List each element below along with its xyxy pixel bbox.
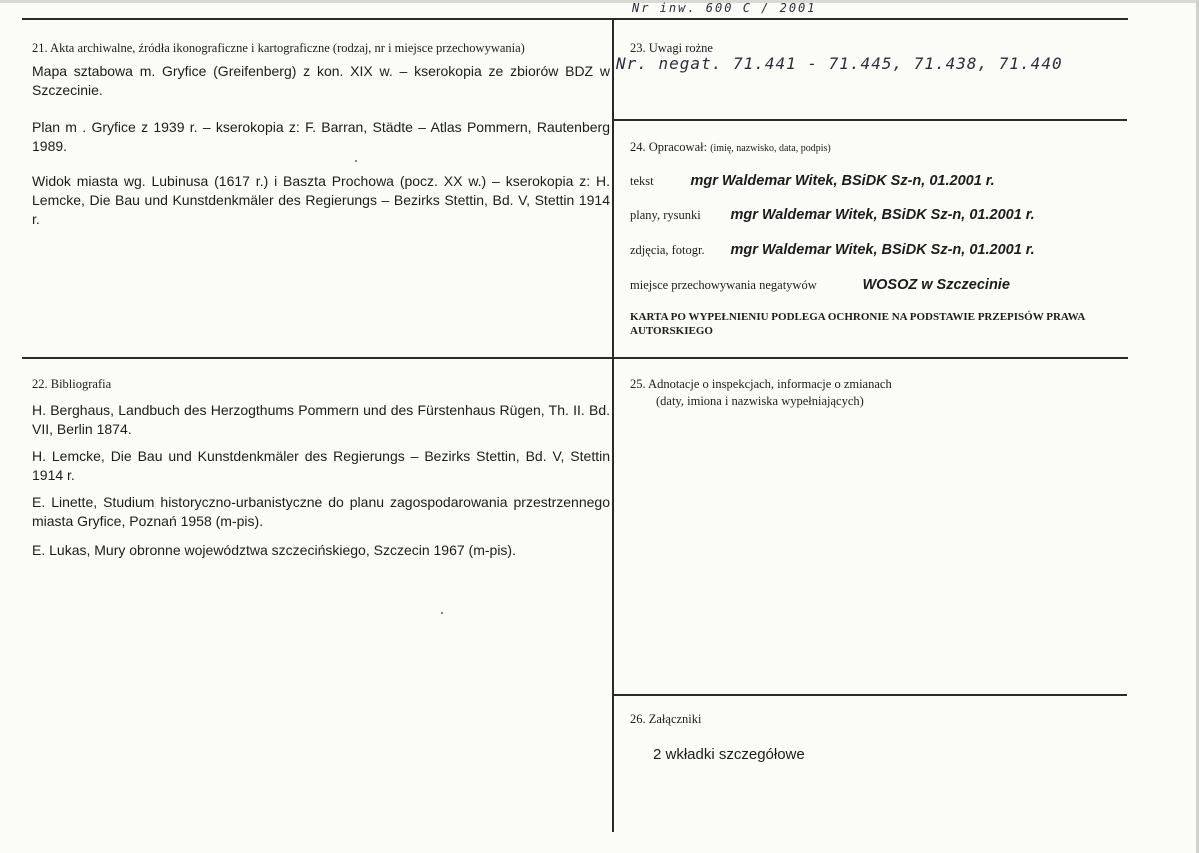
row-value: mgr Waldemar Witek, BSiDK Sz-n, 01.2001 r.: [730, 207, 1035, 223]
row-value: mgr Waldemar Witek, BSiDK Sz-n, 01.2001 r.: [730, 242, 1035, 258]
section-23-label: 23. Uwagi rożne: [630, 41, 713, 55]
scan-edge: [0, 0, 1199, 3]
section-21-label: 21. Akta archiwalne, źródła ikonograficzne i kartograficzne (rodzaj, nr i miejsce przechowywania): [32, 41, 525, 55]
form-divider-middle: [22, 357, 1128, 359]
archive-entry: Plan m . Gryfice z 1939 r. – kserokopia z: F. Barran, Städte – Atlas Pommern, Rautenberg 1989.: [32, 119, 610, 154]
attachments-value: 2 wkładki szczegółowe: [653, 746, 805, 763]
section-24-label: [630, 140, 831, 155]
scan-speck: [355, 160, 357, 162]
form-border-top: [22, 18, 1128, 20]
section-25-label: 25. Adnotacje o inspekcjach, informacje o zmianach: [630, 377, 892, 391]
bibliography-entry: E. Linette, Studium historyczno-urbanistyczne do planu zagospodarowania przestrzennego miasta Gryfice, Poznań 1958 (m-pis).: [32, 494, 610, 529]
row-label: plany, rysunki: [630, 208, 701, 222]
form-column-divider: [612, 18, 614, 832]
handwritten-negative-numbers: Nr. negat. 71.441 - 71.445, 71.438, 71.440: [616, 54, 1063, 73]
prepared-by-row-negatives: [630, 276, 1010, 294]
form-divider-right-upper: [614, 119, 1127, 121]
section-24-sublabel: (imię, nazwisko, data, podpis): [710, 143, 831, 154]
section-25-sublabel: (daty, imiona i nazwiska wypełniających): [656, 394, 864, 408]
section-22-label: 22. Bibliografia: [32, 377, 112, 391]
handwritten-inventory-number: Nr inw. 600 C / 2001: [632, 1, 817, 15]
archive-entry: Mapa sztabowa m. Gryfice (Greifenberg) z kon. XIX w. – kserokopia ze zbiorów BDZ w Szczecinie.: [32, 63, 610, 98]
bibliography-entry: H. Berghaus, Landbuch des Herzogthums Pommern und des Fürstenhaus Rügen, Th. II. Bd. VII, Berlin 1874.: [32, 402, 610, 437]
copyright-notice: KARTA PO WYPEŁNIENIU PODLEGA OCHRONIE NA PODSTAWIE PRZEPISÓW PRAWA AUTORSKIEGO: [630, 311, 1085, 337]
prepared-by-row-plans: [630, 206, 1035, 224]
row-label: miejsce przechowywania negatywów: [630, 278, 817, 292]
row-label: zdjęcia, fotogr.: [630, 243, 705, 257]
bibliography-entry: E. Lukas, Mury obronne województwa szczecińskiego, Szczecin 1967 (m-pis).: [32, 542, 516, 558]
prepared-by-row-text: [630, 172, 995, 190]
prepared-by-row-photos: [630, 241, 1035, 259]
scan-speck: [441, 612, 443, 614]
section-26-label: 26. Załączniki: [630, 712, 702, 726]
archive-entry: Widok miasta wg. Lubinusa (1617 r.) i Baszta Prochowa (pocz. XX w.) – kserokopia z: H. Lemcke, Die Bau und Kunstdenkmäler des Regierungs – Bezirks Stettin, Bd. V, Stettin 1914 r.: [32, 173, 610, 227]
form-divider-right-lower: [614, 694, 1127, 696]
row-value: mgr Waldemar Witek, BSiDK Sz-n, 01.2001 r.: [690, 173, 995, 189]
bibliography-entry: H. Lemcke, Die Bau und Kunstdenkmäler des Regierungs – Bezirks Stettin, Bd. V, Stettin 1914 r.: [32, 448, 610, 483]
row-label: tekst: [630, 174, 654, 188]
row-value: WOSOZ w Szczecinie: [862, 277, 1010, 293]
section-24-title: 24. Opracował:: [630, 140, 708, 154]
